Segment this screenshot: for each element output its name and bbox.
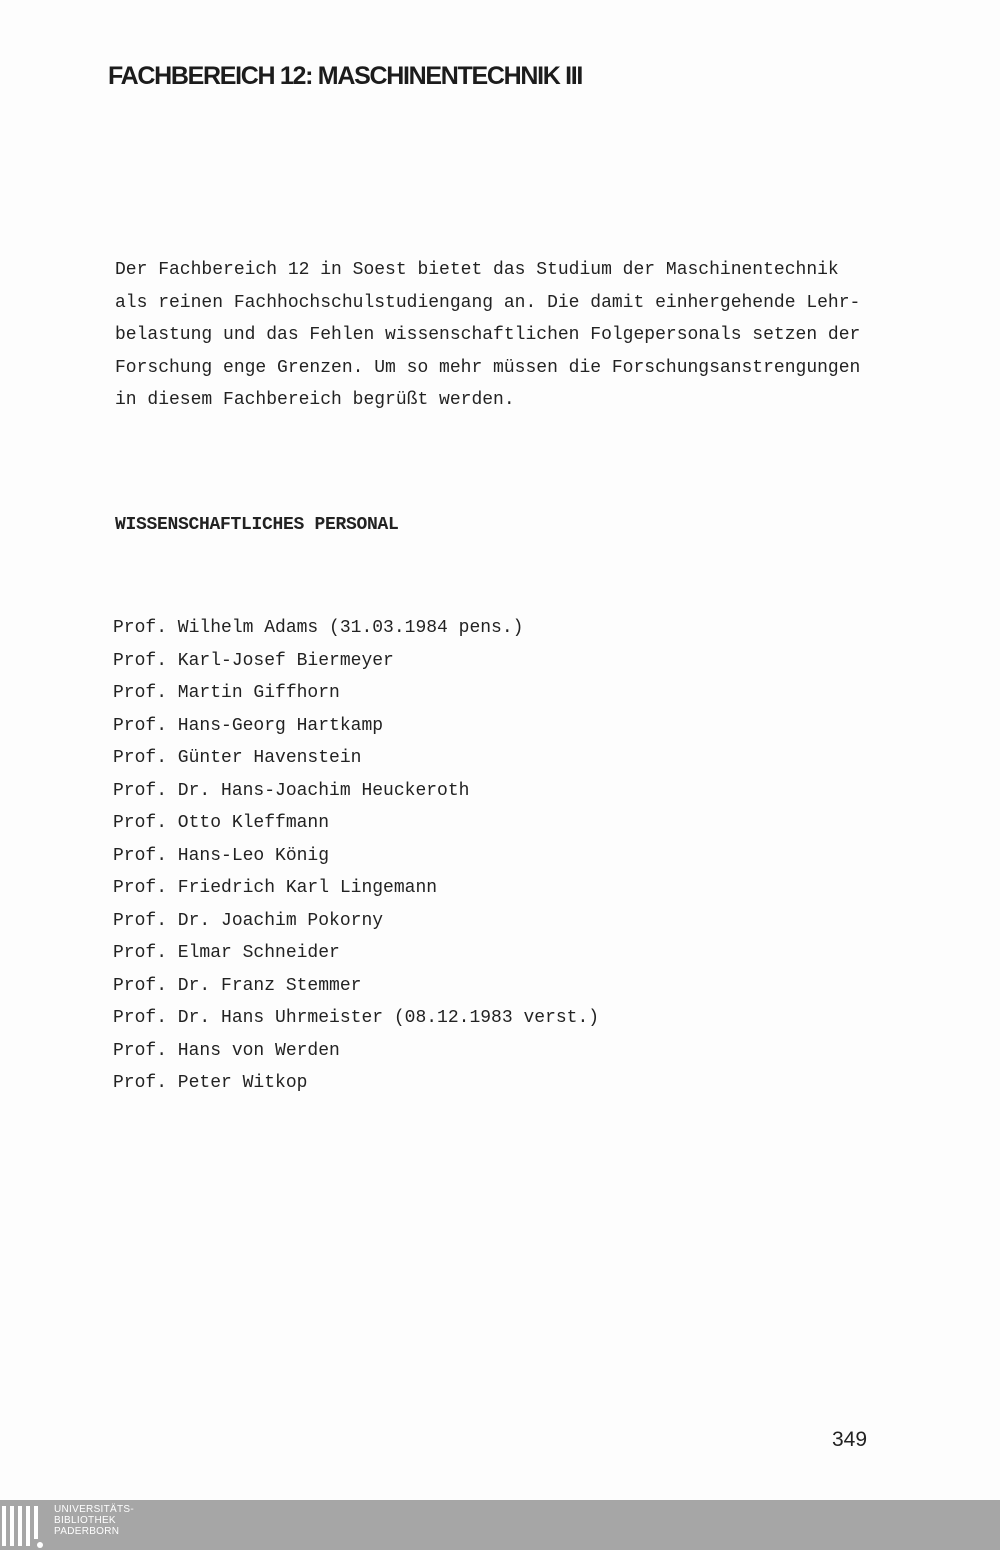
- staff-list-item: Prof. Otto Kleffmann: [113, 813, 330, 833]
- library-logo-icon: [0, 1500, 50, 1550]
- staff-list-item: Prof. Hans-Georg Hartkamp: [113, 715, 384, 736]
- staff-list-item: Prof. Elmar Schneider: [113, 943, 340, 963]
- library-logo-text: [54, 1504, 134, 1537]
- staff-list: [113, 612, 599, 1100]
- staff-list-item: Prof. Peter Witkop: [113, 1073, 308, 1093]
- staff-list-item: Prof. Dr. Franz Stemmer: [113, 975, 362, 996]
- staff-list-item: Prof. Dr. Joachim Pokorny: [113, 910, 384, 931]
- staff-list-item: Prof. Wilhelm Adams (31.03.1984 pens.): [113, 618, 524, 638]
- logo-line: BIBLIOTHEK: [54, 1515, 116, 1526]
- library-footer: [0, 1500, 1000, 1550]
- staff-list-item: Prof. Hans-Leo König: [113, 845, 330, 866]
- staff-list-item: Prof. Martin Giffhorn: [113, 683, 340, 703]
- logo-line: PADERBORN: [54, 1526, 120, 1537]
- staff-list-item: Prof. Hans von Werden: [113, 1040, 340, 1061]
- intro-line: Forschung enge Grenzen. Um so mehr müssen die Forschungsanstrengungen: [115, 357, 861, 378]
- intro-paragraph: [115, 254, 875, 417]
- staff-list-item: Prof. Dr. Hans-Joachim Heuckeroth: [113, 780, 470, 801]
- section-title: WISSENSCHAFTLICHES PERSONAL: [115, 515, 399, 535]
- staff-list-item: Prof. Dr. Hans Uhrmeister (08.12.1983 verst.): [113, 1008, 600, 1028]
- staff-list-item: Prof. Karl-Josef Biermeyer: [113, 650, 394, 671]
- intro-line: als reinen Fachhochschulstudiengang an. Die damit einhergehende Lehr-: [115, 292, 861, 313]
- staff-list-item: Prof. Friedrich Karl Lingemann: [113, 878, 438, 898]
- page-heading: FACHBEREICH 12: MASCHINENTECHNIK III: [108, 62, 583, 90]
- staff-list-item: Prof. Günter Havenstein: [113, 748, 362, 768]
- intro-line: Der Fachbereich 12 in Soest bietet das Studium der Maschinentechnik: [115, 260, 839, 280]
- page-number: 349: [832, 1428, 868, 1451]
- logo-line: UNIVERSITÄTS-: [54, 1504, 135, 1515]
- intro-line: belastung und das Fehlen wissenschaftlichen Folgepersonals setzen der: [115, 325, 861, 345]
- intro-line: in diesem Fachbereich begrüßt werden.: [115, 390, 515, 410]
